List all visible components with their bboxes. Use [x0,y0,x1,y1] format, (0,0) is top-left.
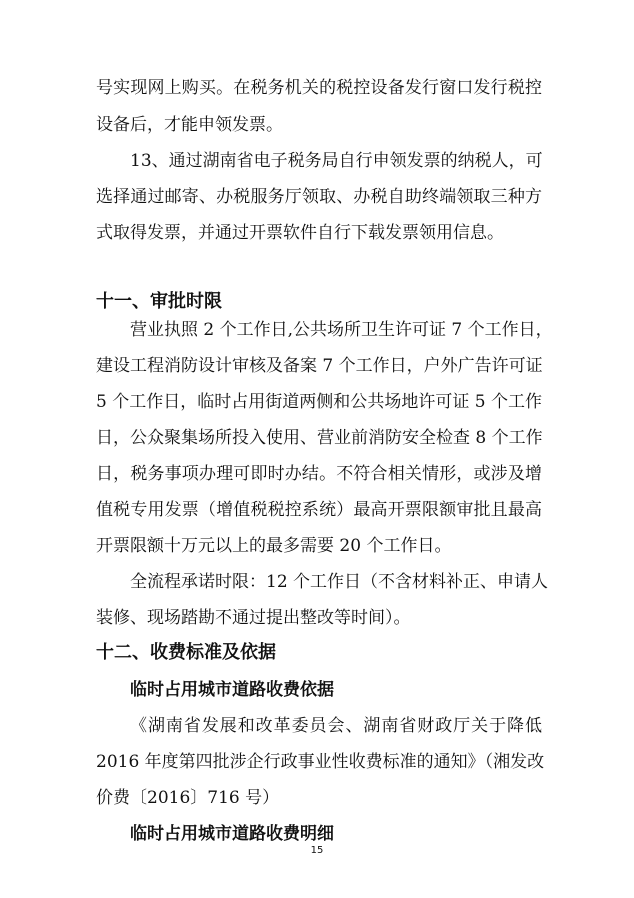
paragraph-line: 建设工程消防设计审核及备案 7 个工作日，户外广告许可证 [96,356,543,376]
paragraph-line: 营业执照 2 个工作日,公共场所卫生许可证 7 个工作日， [130,320,553,340]
paragraph-line: 2016 年度第四批涉企行政事业性收费标准的通知》（湘发改 [96,752,545,772]
subheading-fee-basis: 临时占用城市道路收费依据 [130,680,334,700]
paragraph-line: 装修、现场踏勘不通过提出整改等时间）。 [96,608,411,628]
subheading-fee-details: 临时占用城市道路收费明细 [130,824,334,844]
paragraph-line: 13、通过湖南省电子税务局自行申领发票的纳税人，可 [130,151,543,171]
paragraph-line: 式取得发票，并通过开票软件自行下载发票领用信息。 [96,223,504,243]
paragraph-line: 5 个工作日，临时占用街道两侧和公共场地许可证 5 个工作 [96,392,542,412]
paragraph-line: 开票限额十万元以上的最多需要 20 个工作日。 [96,536,452,556]
section-heading-approval-time: 十一、审批时限 [96,291,222,312]
paragraph-line: 《湖南省发展和改革委员会、湖南省财政厅关于降低 [130,716,542,736]
paragraph-line: 选择通过邮寄、办税服务厅领取、办税自助终端领取三种方 [96,187,542,207]
paragraph-line: 日，公众聚集场所投入使用、营业前消防安全检查 8 个工作 [96,428,543,448]
section-heading-fees: 十二、收费标准及依据 [96,642,276,663]
paragraph-line: 设备后，才能申领发票。 [96,115,283,135]
paragraph-line: 日，税务事项办理可即时办结。不符合相关情形，或涉及增 [96,464,542,484]
paragraph-line: 号实现网上购买。在税务机关的税控设备发行窗口发行税控 [96,78,542,98]
paragraph-line: 值税专用发票（增值税税控系统）最高开票限额审批且最高 [96,500,542,520]
paragraph-line: 全流程承诺时限：12 个工作日（不含材料补正、申请人 [130,572,549,592]
page-number: 15 [310,845,324,856]
paragraph-line: 价费〔2016〕716 号） [96,788,280,808]
